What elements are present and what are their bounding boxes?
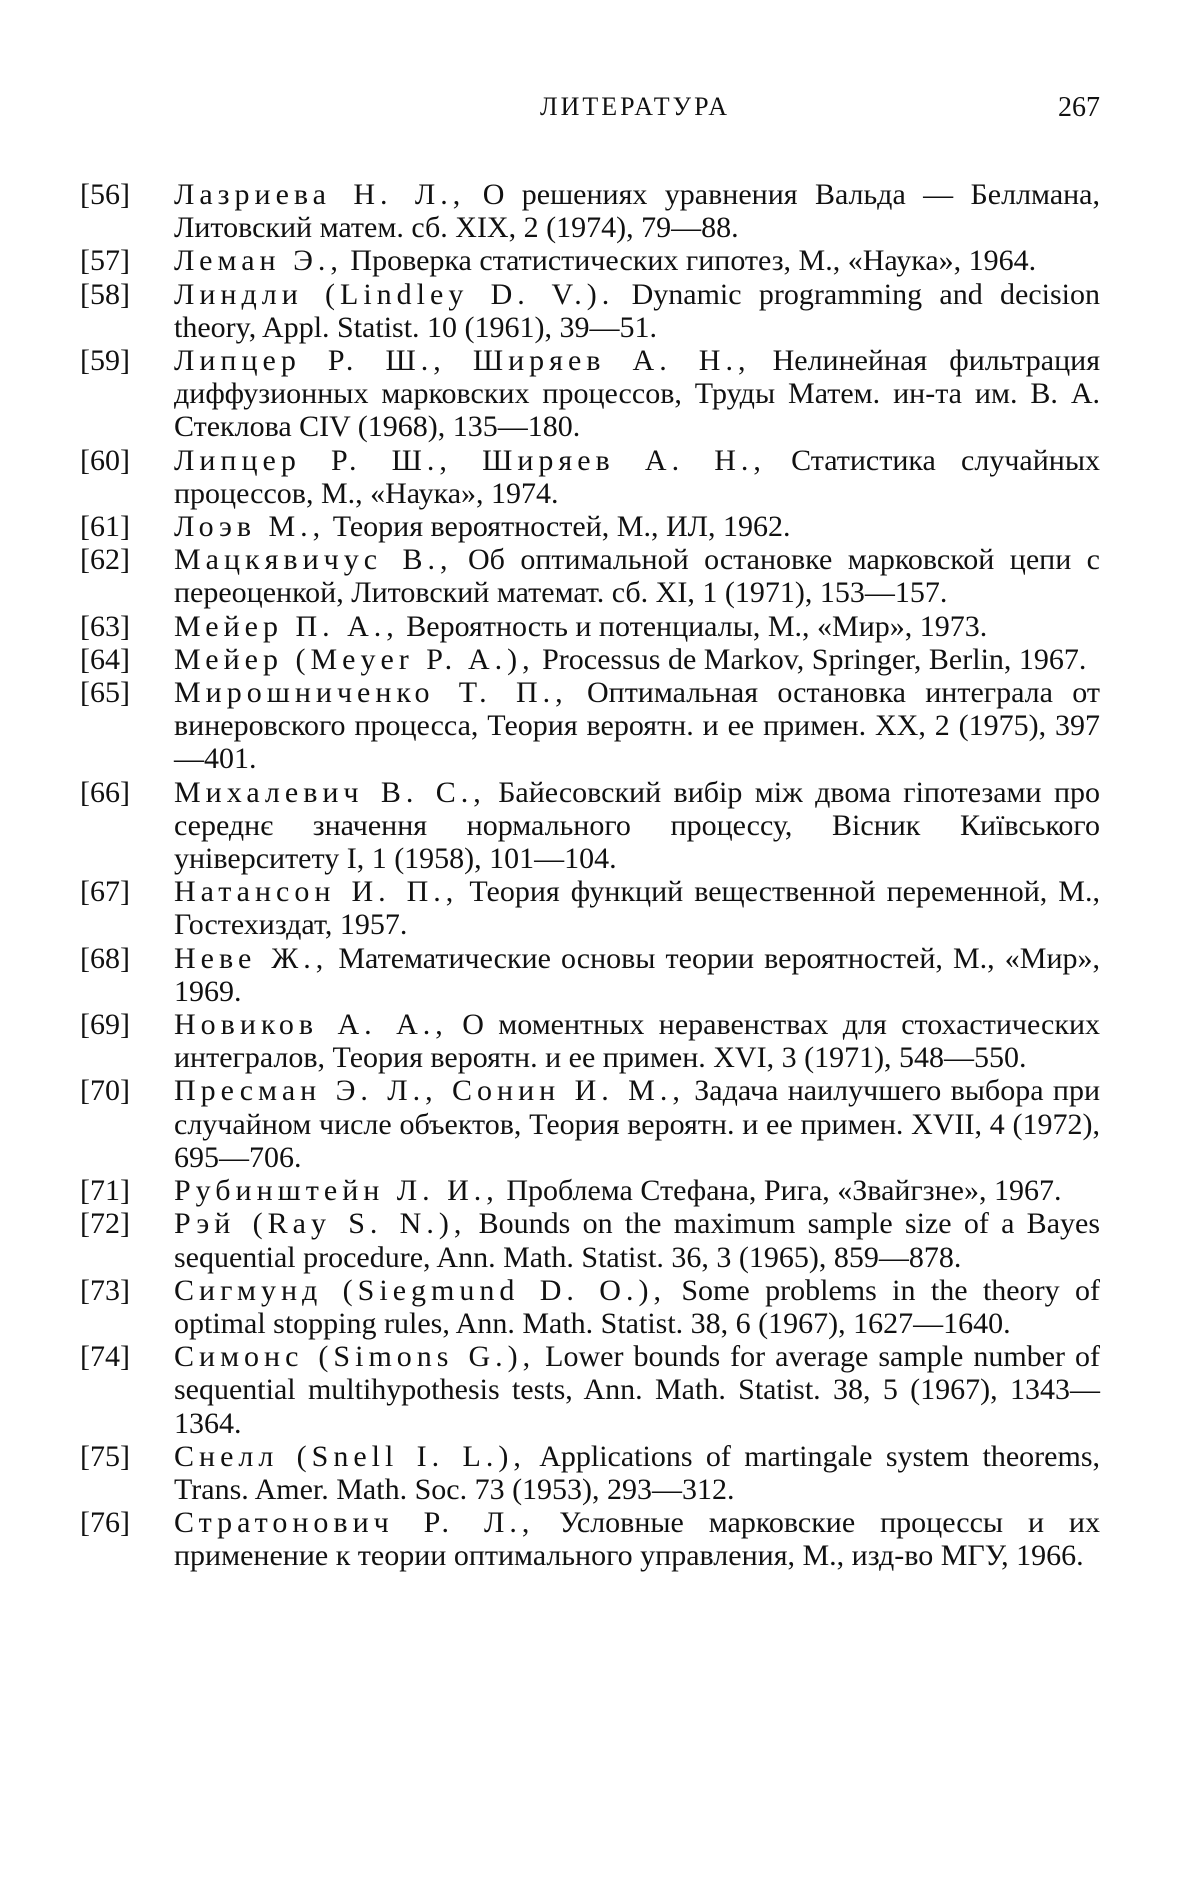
reference-item [80,1506,1100,1573]
reference-author: Мацкявичус В., [174,543,453,577]
reference-text: О моментных неравенствах для стохастических интегралов, Теория вероятн. и ее примен. XVI, 3 (1971), 548—550. [174,1008,1101,1075]
reference-text: Байесовский вибір між двома гіпотезами про середнє значення нормального процессу, Вісник Київського університету I, 1 (1958), 101—104. [174,775,1101,876]
reference-text: Вероятность и потенциалы, М., «Мир», 1973. [406,609,988,643]
reference-text: Нелинейная фильтрация диффузионных марковских процессов, Труды Матем. ин-та им. В. А. Стеклова CIV (1968), 135—180. [174,344,1101,444]
reference-author: Симонс (Simons G.), [174,1340,536,1374]
reference-text: Условные марковские процессы и их применение к теории оптимального управления, М., изд-во МГУ, 1966. [174,1506,1100,1573]
reference-text: Проверка статистических гипотез, М., «Наука», 1964. [350,244,1037,278]
reference-item [80,1074,1101,1174]
reference-author: Рэй (Ray S. N.), [174,1207,467,1241]
reference-text: Об оптимальной остановке марковской цепи с переоценкой, Литовский математ. сб. XI, 1 (1971), 153—157. [174,543,1101,610]
reference-number: [63] [80,609,130,643]
reference-list [80,178,1101,1573]
reference-author: Леман Э., [174,244,343,278]
reference-item [80,1207,1100,1274]
reference-author: Липцер Р. Ш., Ширяев А. Н., [174,344,751,378]
reference-text: Bounds on the maximum sample size of a Bayes sequential procedure, Ann. Math. Statist. 36, 3 (1965), 859—878. [174,1207,1100,1274]
reference-number: [58] [80,277,130,311]
reference-author: Стратонович Р. Л., [174,1506,535,1540]
reference-author: Липцер Р. Ш., Ширяев А. Н., [174,443,766,477]
reference-item [80,642,1100,676]
page-number: 267 [1058,92,1100,123]
reference-item [80,178,1101,245]
reference-number: [73] [80,1273,130,1307]
reference-author: Рубинштейн Л. И., [174,1174,499,1208]
reference-item [80,344,1101,444]
reference-item [80,543,1101,610]
reference-number: [70] [80,1074,130,1108]
reference-item [80,1273,1100,1340]
reference-number: [65] [80,676,130,710]
reference-number: [67] [80,875,130,909]
reference-number: [56] [80,178,130,211]
reference-text: Applications of martingale system theorems, Trans. Amer. Math. Soc. 73 (1953), 293—312. [174,1439,1100,1506]
reference-item [80,875,1100,942]
reference-item [80,510,1100,544]
reference-text: Lower bounds for average sample number of sequential multihypothesis tests, Ann. Math. Statist. 38, 5 (1967), 1343—1364. [174,1340,1101,1440]
reference-item [80,775,1101,876]
reference-number: [69] [80,1008,130,1042]
reference-item [80,244,1100,278]
reference-author: Снелл (Snell I. L.), [174,1439,526,1473]
reference-author: Мирошниченко Т. П., [174,676,568,710]
reference-author: Неве Ж., [174,941,329,975]
reference-item [80,1008,1101,1075]
reference-text: Проблема Стефана, Рига, «Звайгзне», 1967. [506,1174,1062,1208]
reference-number: [76] [80,1506,130,1540]
reference-item [80,277,1100,344]
reference-author: Пресман Э. Л., Сонин И. М., [174,1074,685,1108]
running-title: ЛИТЕРАТУРА [540,92,730,121]
reference-item [80,609,1100,643]
reference-text: Теория вероятностей, М., ИЛ, 1962. [332,510,791,544]
reference-author: Мейер П. А., [174,609,399,643]
reference-number: [64] [80,642,130,676]
reference-item [80,1340,1101,1440]
reference-number: [71] [80,1174,130,1208]
reference-text: Some problems in the theory of optimal stopping rules, Ann. Math. Statist. 38, 6 (1967), 1627—1640. [174,1273,1100,1340]
reference-text: Статистика случайных процессов, М., «Наука», 1974. [174,443,1101,510]
reference-number: [75] [80,1439,130,1473]
reference-text: Оптимальная остановка интеграла от винеровского процесса, Теория вероятн. и ее примен. XX, 2 (1975), 397—401. [174,676,1100,776]
reference-number: [57] [80,244,130,278]
reference-author: Лазриева Н. Л., [174,178,466,211]
reference-number: [72] [80,1207,130,1241]
reference-author: Михалевич В. С., [174,775,486,809]
reference-item [80,1174,1100,1208]
reference-author: Лоэв М., [174,510,326,544]
reference-number: [59] [80,344,130,378]
reference-text: Processus de Markov, Springer, Berlin, 1967. [542,642,1087,676]
reference-item [80,941,1101,1008]
reference-item [80,1439,1100,1506]
page-header [170,92,1100,132]
reference-text: Математические основы теории вероятностей, М., «Мир», 1969. [174,941,1101,1008]
reference-number: [61] [80,510,130,544]
reference-text: О решениях уравнения Вальда — Беллмана, Литовский матем. сб. XIX, 2 (1974), 79—88. [174,178,1101,245]
reference-number: [66] [80,775,130,809]
reference-number: [62] [80,543,130,577]
reference-text: Теория функций вещественной переменной, М., Гостехиздат, 1957. [174,875,1100,942]
reference-item [80,443,1101,510]
reference-author: Линдли (Lindley D. V.). [174,277,615,311]
reference-author: Сигмунд (Siegmund D. O.), [174,1273,666,1307]
reference-author: Натансон И. П., [174,875,459,909]
reference-number: [74] [80,1340,130,1374]
reference-number: [68] [80,941,130,975]
reference-author: Новиков А. А., [174,1008,448,1042]
reference-author: Мейер (Meyer P. A.), [174,642,535,676]
reference-number: [60] [80,443,130,477]
reference-text: Dynamic programming and decision theory, Appl. Statist. 10 (1961), 39—51. [174,277,1100,344]
reference-item [80,676,1100,776]
reference-text: Задача наилучшего выбора при случайном числе объектов, Теория вероятн. и ее примен. XVII, 4 (1972), 695—706. [174,1074,1101,1174]
